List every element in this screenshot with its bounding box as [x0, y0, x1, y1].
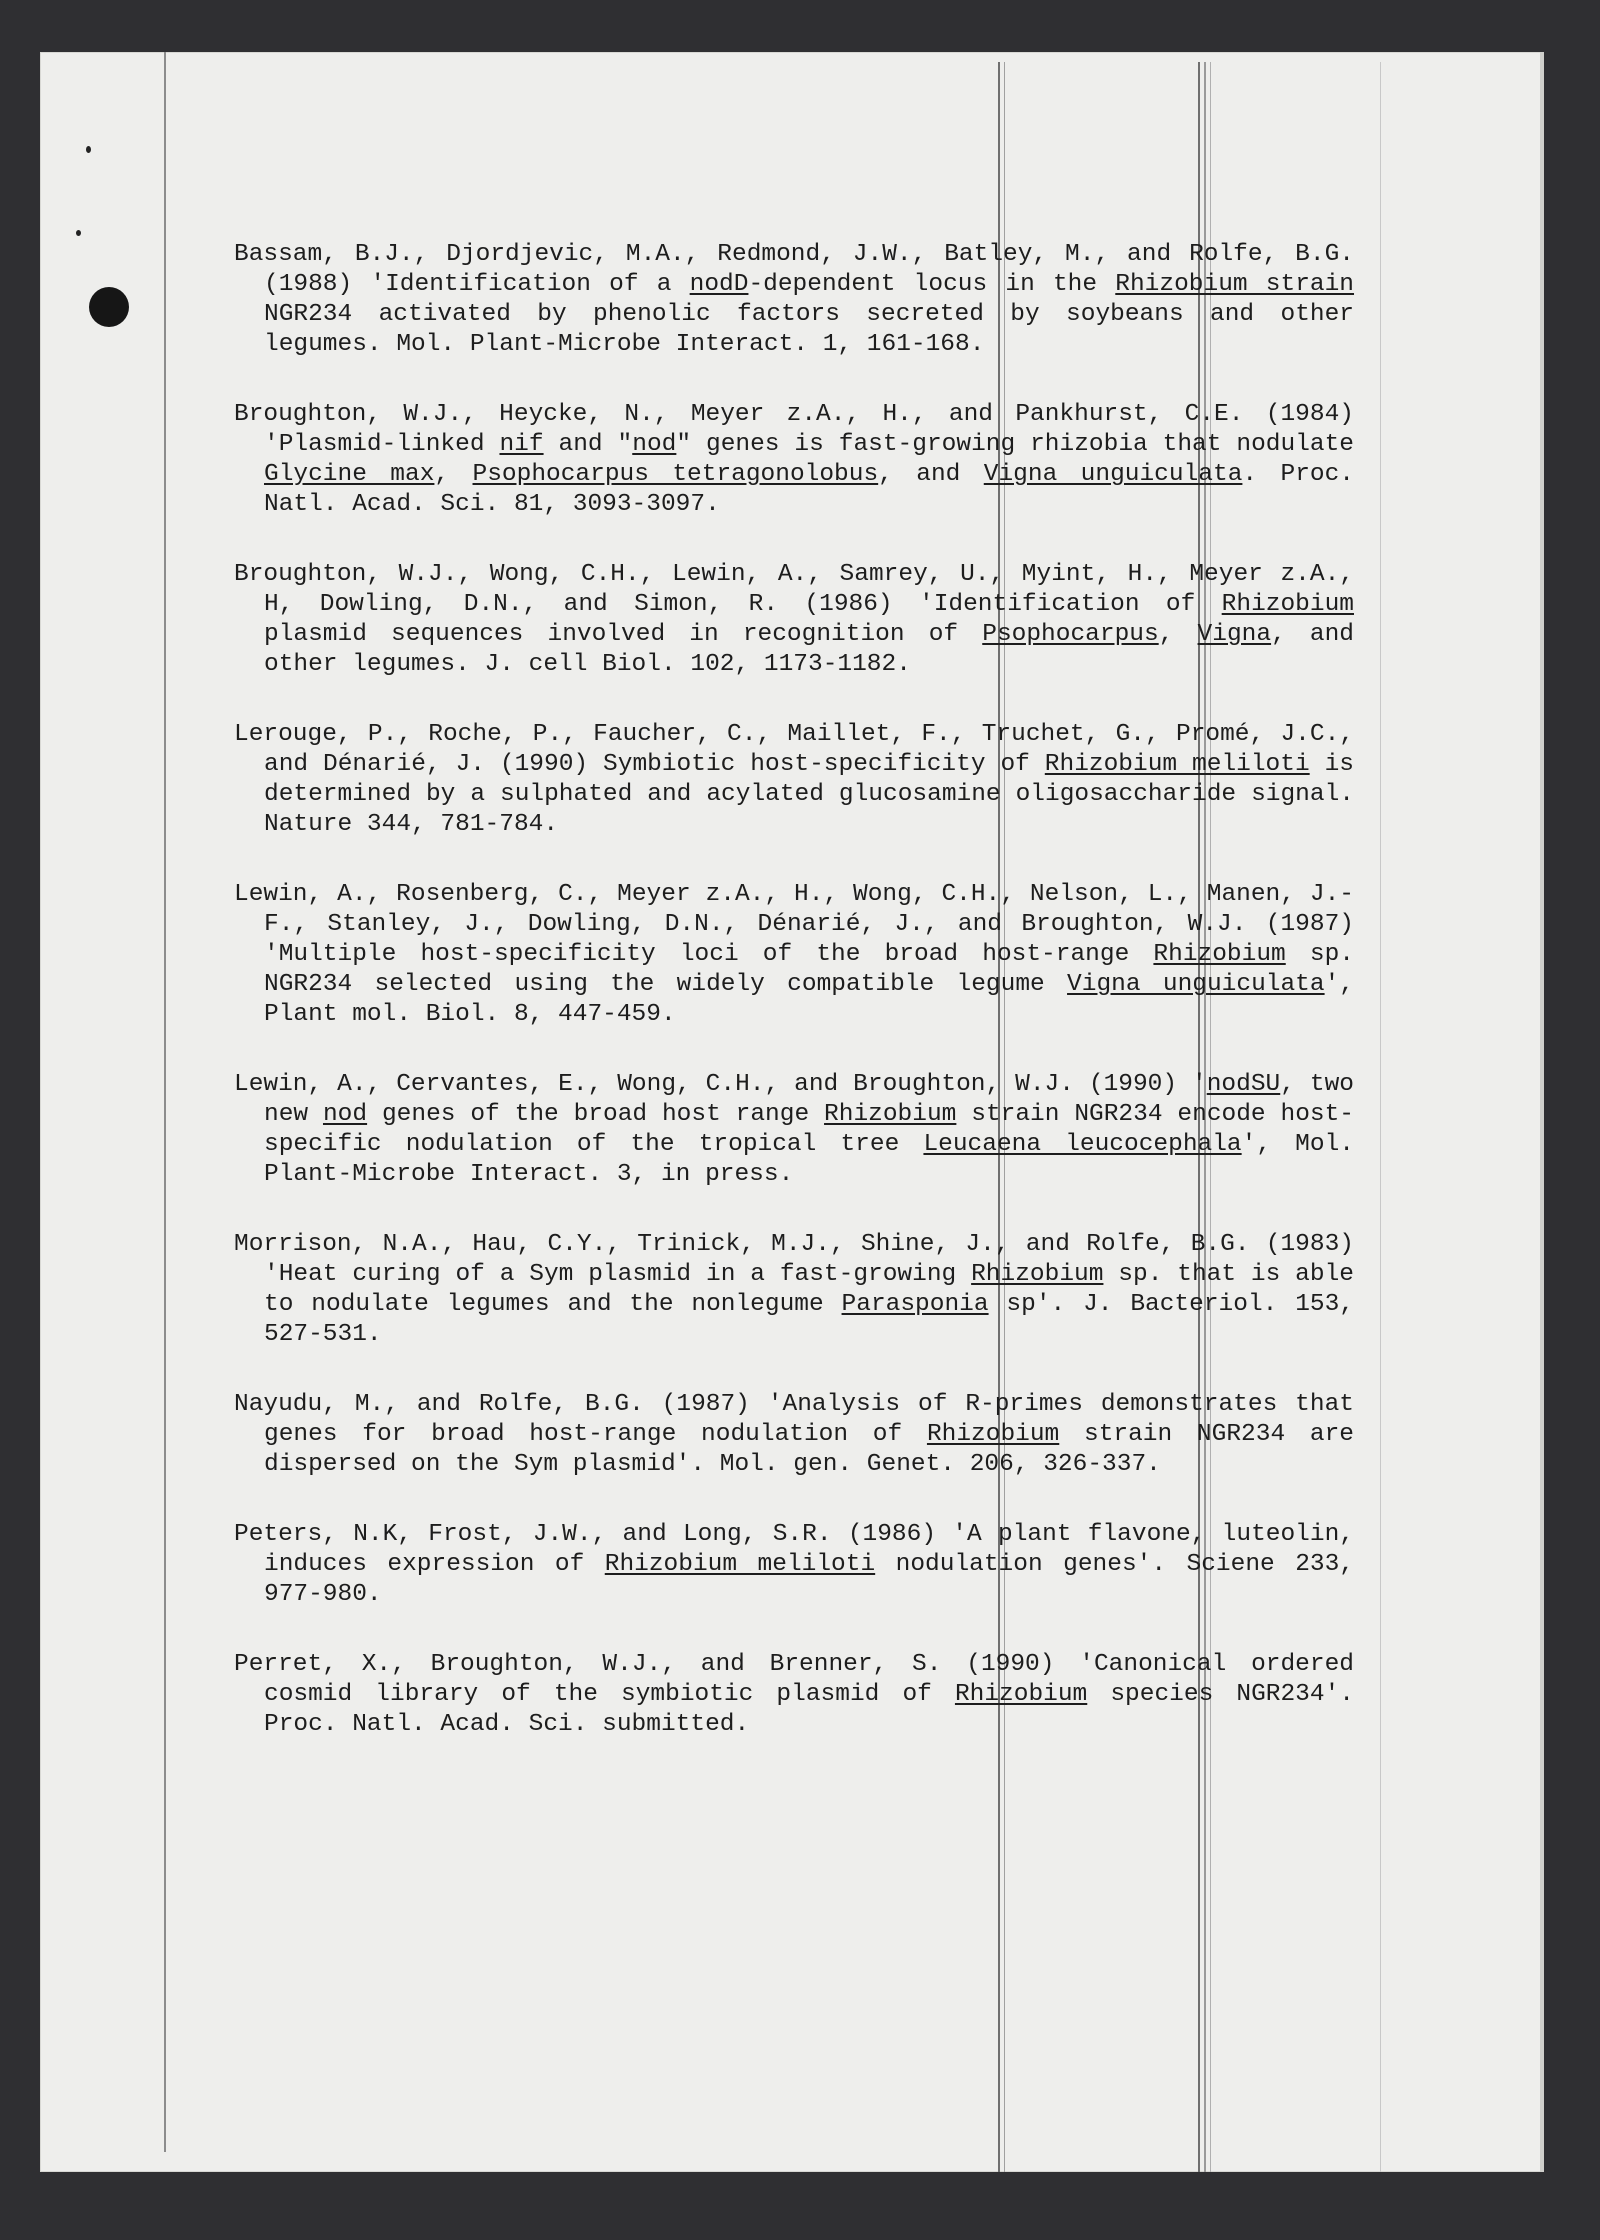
- underlined-term: nif: [499, 431, 544, 458]
- underlined-term: Rhizobium meliloti: [604, 1551, 876, 1578]
- underlined-term: Vigna unguiculata: [1067, 971, 1325, 998]
- reference-text: nodulation genes'. Sciene 233, 977-980.: [264, 1551, 1355, 1608]
- underlined-term: Leucaena leucocephala: [923, 1131, 1242, 1158]
- reference-entry: [234, 720, 1354, 840]
- reference-text: Perret, X., Broughton, W.J., and Brenner, S. (1990) 'Canonical ordered cosmid library of the symbiotic plasmid of: [234, 1651, 1354, 1708]
- reference-text: " genes is fast-growing rhizobia that nodulate: [676, 431, 1355, 458]
- underlined-term: Rhizobium: [926, 1421, 1060, 1448]
- reference-text: strain NGR234 encode host-specific nodulation of the tropical tree: [264, 1101, 1355, 1158]
- margin-rule: [164, 52, 166, 2152]
- underlined-term: Vigna unguiculata: [983, 461, 1243, 488]
- reference-text: Nayudu, M., and Rolfe, B.G. (1987) 'Analysis of R-primes demonstrates that genes for broad host-range nodulation of: [234, 1391, 1354, 1448]
- reference-text: NGR234 activated by phenolic factors secreted by soybeans and other legumes. Mol. Plant-Microbe Interact. 1, 161-168.: [264, 301, 1354, 358]
- reference-list: [234, 240, 1354, 1780]
- reference-text: ,: [1158, 621, 1198, 648]
- underlined-term: Vigna: [1197, 621, 1272, 648]
- reference-text: Lewin, A., Cervantes, E., Wong, C.H., and Broughton, W.J. (1990) ': [234, 1071, 1207, 1098]
- ink-speck: [76, 230, 81, 236]
- underlined-term: Rhizobium: [1153, 941, 1286, 968]
- reference-entry: [234, 240, 1354, 360]
- reference-text: ', Plant mol. Biol. 8, 447-459.: [264, 971, 1354, 1028]
- underlined-term: Rhizobium: [971, 1261, 1104, 1288]
- reference-text: genes of the broad host range: [367, 1101, 825, 1128]
- underlined-term: Rhizobium: [1221, 591, 1354, 618]
- reference-text: ,: [434, 461, 473, 488]
- scan-artifact-line: [1380, 62, 1381, 2172]
- underlined-term: nodD: [689, 271, 749, 298]
- reference-text: species NGR234'. Proc. Natl. Acad. Sci. submitted.: [264, 1681, 1354, 1738]
- underlined-term: Rhizobium meliloti: [1044, 751, 1310, 778]
- reference-text: strain NGR234 are dispersed on the Sym plasmid'. Mol. gen. Genet. 206, 326-337.: [264, 1421, 1354, 1478]
- ink-speck: [86, 146, 91, 153]
- reference-text: sp'. J. Bacteriol. 153, 527-531.: [264, 1291, 1354, 1348]
- reference-text: Lerouge, P., Roche, P., Faucher, C., Maillet, F., Truchet, G., Promé, J.C., and Dénarié, J. (1990) Symbiotic host-specificity of: [234, 721, 1354, 778]
- reference-entry: [234, 1230, 1354, 1350]
- reference-text: ', Mol. Plant-Microbe Interact. 3, in press.: [264, 1131, 1354, 1188]
- reference-text: Broughton, W.J., Wong, C.H., Lewin, A., Samrey, U., Myint, H., Meyer z.A., H, Dowling, D.N., and Simon, R. (1986) 'Identification of: [234, 561, 1354, 618]
- reference-entry: [234, 1650, 1354, 1740]
- reference-text: sp. that is able to nodulate legumes and the nonlegume: [264, 1261, 1354, 1318]
- reference-entry: [234, 1070, 1354, 1190]
- underlined-term: Glycine max: [264, 461, 435, 488]
- underlined-term: Rhizobium strain: [1115, 271, 1355, 298]
- underlined-term: nodSU: [1206, 1071, 1281, 1098]
- reference-text: sp. NGR234 selected using the widely compatible legume: [264, 941, 1354, 998]
- reference-text: -dependent locus in the: [748, 271, 1116, 298]
- reference-text: Lewin, A., Rosenberg, C., Meyer z.A., H., Wong, C.H., Nelson, L., Manen, J.-F., Stanley, J., Dowling, D.N., Dénarié, J., and Broughton, W.J. (1987) 'Multiple host-specificity loci of the broad host-range: [234, 881, 1354, 968]
- underlined-term: Parasponia: [841, 1291, 989, 1318]
- reference-text: , and other legumes. J. cell Biol. 102, 1173-1182.: [264, 621, 1355, 678]
- reference-text: . Proc. Natl. Acad. Sci. 81, 3093-3097.: [264, 461, 1355, 518]
- reference-text: Broughton, W.J., Heycke, N., Meyer z.A., H., and Pankhurst, C.E. (1984) 'Plasmid-linked: [234, 401, 1354, 458]
- reference-text: Morrison, N.A., Hau, C.Y., Trinick, M.J., Shine, J., and Rolfe, B.G. (1983) 'Heat curing of a Sym plasmid in a fast-growing: [234, 1231, 1354, 1288]
- reference-entry: [234, 880, 1354, 1030]
- reference-text: , and: [878, 461, 984, 488]
- underlined-term: Rhizobium: [954, 1681, 1088, 1708]
- underlined-term: Psophocarpus: [982, 621, 1159, 648]
- reference-text: , two new: [264, 1071, 1354, 1128]
- reference-entry: [234, 560, 1354, 680]
- reference-text: is determined by a sulphated and acylated glucosamine oligosaccharide signal. Nature 344, 781-784.: [264, 751, 1355, 838]
- reference-text: plasmid sequences involved in recognition of: [264, 621, 983, 648]
- reference-text: Bassam, B.J., Djordjevic, M.A., Redmond, J.W., Batley, M., and Rolfe, B.G. (1988) 'Identification of a: [234, 241, 1354, 298]
- reference-text: Peters, N.K, Frost, J.W., and Long, S.R. (1986) 'A plant flavone, luteolin, induces expression of: [234, 1521, 1354, 1578]
- underlined-term: nod: [632, 431, 677, 458]
- page-edge: [1540, 52, 1544, 2172]
- reference-entry: [234, 1390, 1354, 1480]
- reference-entry: [234, 400, 1354, 520]
- underlined-term: Rhizobium: [824, 1101, 957, 1128]
- punch-hole: [89, 287, 129, 327]
- underlined-term: nod: [322, 1101, 368, 1128]
- underlined-term: Psophocarpus tetragonolobus: [472, 461, 879, 488]
- reference-text: and ": [543, 431, 633, 458]
- reference-entry: [234, 1520, 1354, 1610]
